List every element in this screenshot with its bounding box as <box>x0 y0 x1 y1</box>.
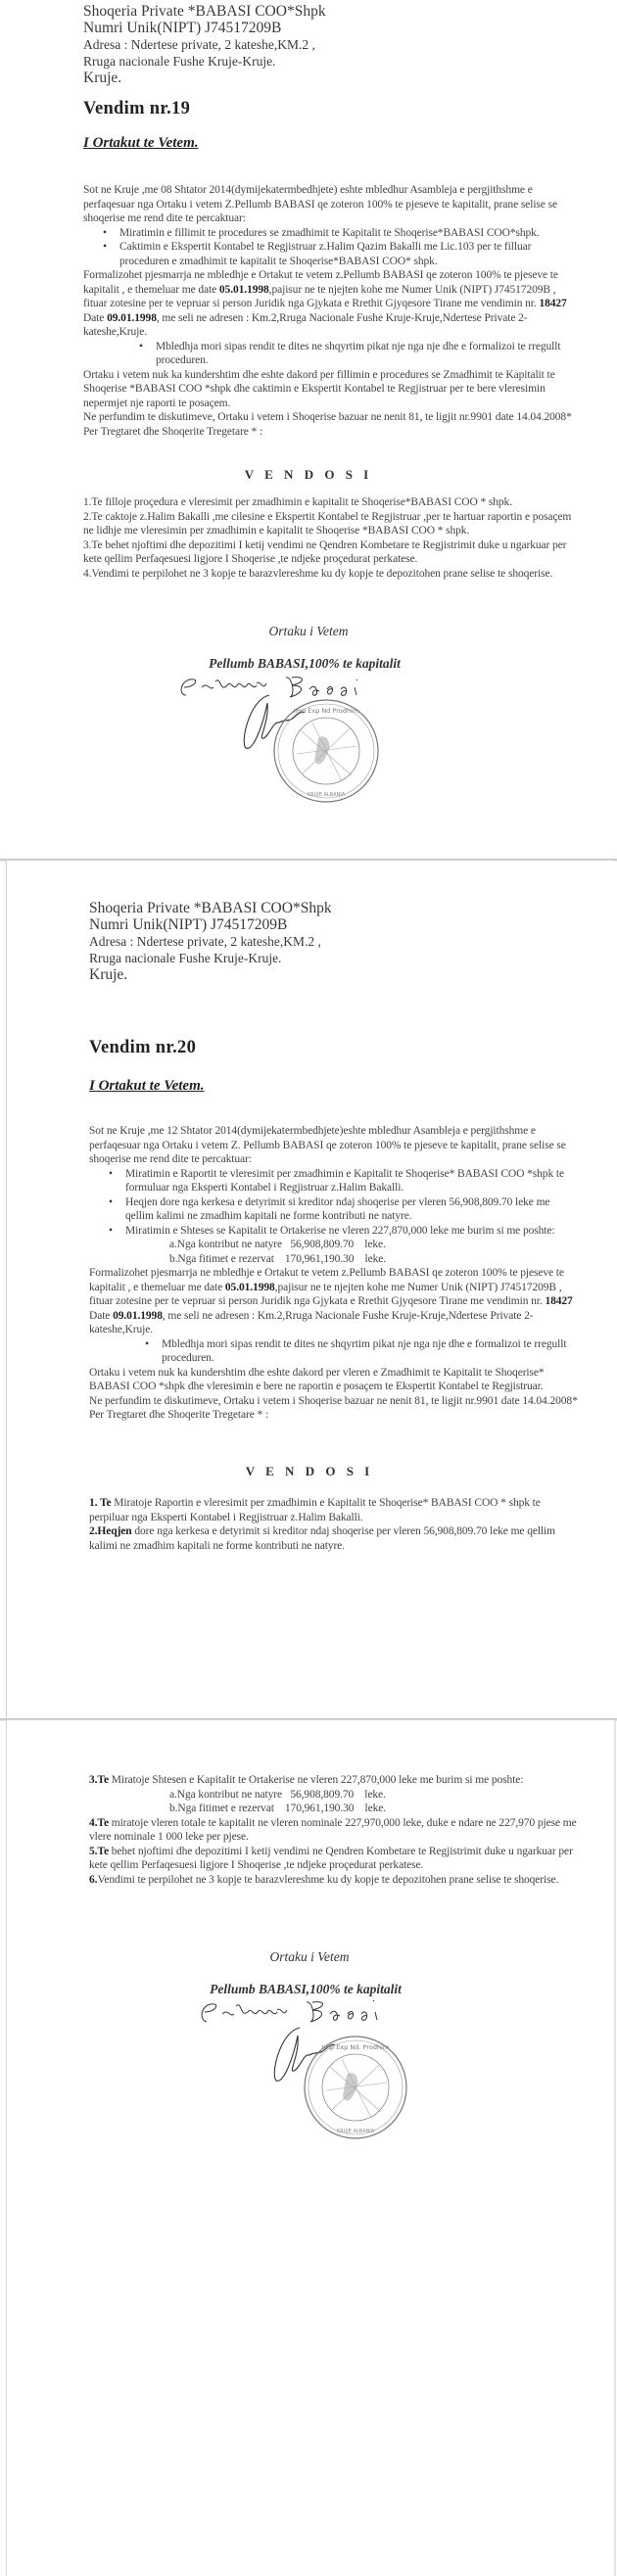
agenda-item: • Caktimin e Ekspertit Kontabel te Regjistruar z.Halim Qazim Bakalli me Lic.103 per te filluar proceduren e zmadhimit te kapitalit te Shoqerise*BABASI COO* shpk. <box>83 240 573 268</box>
company-header <box>89 900 332 984</box>
decisions-list <box>83 495 573 581</box>
signatory-title: Ortaku i Vetem <box>268 624 349 638</box>
decided-heading: V E N D O S I <box>245 1464 374 1478</box>
decision-text: behet njoftimi dhe depozitimi I ketij vendimi ne Qendren Kombetare te Regjistrimit duke u ngarkuar per kete qellim Perfaqesuesi ligjore I Shoqerise ,te ndjeke proçedurat perkatese. <box>89 1845 573 1871</box>
decision-text: miratoje vleren totale te kapitalit ne vleren nominale 227,970,000 leke, duke e ndare ne 227,970 pjese me vlere nominale 1 000 leke per pjese. <box>89 1816 577 1843</box>
decision-item <box>89 1524 579 1553</box>
founding-date: 05.01.1998 <box>224 1281 275 1293</box>
company-nipt: Numri Unik(NIPT) J74517209B <box>89 916 288 933</box>
company-address-line1: Adresa : Ndertese private, 2 kateshe,KM.2 , <box>89 934 321 949</box>
page-1 <box>0 0 617 859</box>
meeting-item: • Mbledhja mori sipas rendit te dites ne shqyrtim pikat nje nga nje dhe e formalizoi te rregullt proceduren. <box>83 340 573 368</box>
agreement-paragraph: Ortaku i vetem nuk ka kundershtim dhe eshte dakord per vleren e Zmadhimit te Kapitalit te Shoqerise* BABASI COO *shpk dhe vleresimin e bere ne raportin e posaçem te Ekspertit Kontabel te Regjistruar. <box>89 1366 545 1392</box>
svg-text:Imp Exp Nd. Prodhim: Imp Exp Nd. Prodhim <box>321 2043 390 2051</box>
page-3 <box>6 1720 616 2576</box>
court-decision-number: 18427 <box>539 298 567 309</box>
capital-source-a: a.Nga kontribut ne natyre 56,908,809.70 leke. <box>169 1788 386 1801</box>
intro-paragraph: Sot ne Kruje ,me 08 Shtator 2014(dymijekatermbedhjete) eshte mbledhur Asambleja e pergjithshme e perfaqesuar nga Ortaku i vetem Z.Pellumb BABASI qe zoteron 100% te pjeseve te kapitalit, prane selise se shoqerise me rend dite te percaktuar: <box>83 184 557 224</box>
decisions-list-continued <box>89 1773 579 1887</box>
company-stamp <box>273 699 379 803</box>
decision-body <box>83 183 573 439</box>
decided-heading: V E N D O S I <box>244 467 373 482</box>
meeting-list <box>89 1337 579 1366</box>
decision-lead: 1. Te <box>89 1497 112 1509</box>
agenda-list <box>89 1167 579 1239</box>
court-decision-date: 09.01.1998 <box>113 1309 163 1322</box>
capital-source-b: b.Nga fitimet e rezervat 170,961,190.30 leke. <box>169 1252 386 1265</box>
decision-item: 3.Te behet njoftimi dhe depozitimi I ketij vendimi ne Qendren Kombetare te Regjistrimit duke u ngarkuar per kete qellim Perfaqesuesi ligjore I Shoqerise ,te ndjeke proçedurat perkatese. <box>83 539 567 565</box>
text: Date <box>89 1309 114 1322</box>
court-decision-number: 18427 <box>545 1295 573 1307</box>
signatory-name: Pellumb BABASI,100% te kapitalit <box>210 1982 402 1996</box>
text: ,pajisur ne te njejten kohe me Numer Unik (NIPT) J74517209B , fituar zotesine per te vepruar si person Juridik nga Gjykata e Rrethit Gjyqesore Tirane me vendimin nr. <box>89 1281 562 1307</box>
agreement-paragraph: Ortaku i vetem nuk ka kundershtim dhe eshte dakord per fillimin e procedures se Zmadhimit te Kapitalit te Shoqerise *BABASI COO *shpk dhe caktimin e Ekspertit Kontabel te Regjistruar per te bere vleresimin nepermjet nje raporti te posaçem. <box>83 368 555 409</box>
decision-lead: 3.Te <box>89 1774 109 1786</box>
conclusion-paragraph: Ne perfundim te diskutimeve, Ortaku i vetem i Shoqerise bazuar ne nenit 81, te ligjit nr.9901 date 14.04.2008* Per Tregtaret dhe Shoqerite Tregetare * : <box>89 1394 578 1421</box>
decision-subtitle: I Ortakut te Vetem. <box>83 135 199 151</box>
text: ,pajisur ne te njejten kohe me Numer Unik (NIPT) J74517209B , fituar zotesine per te vepruar si person Juridik nga Gjykata e Rrethit Gjyqesore Tirane me vendimin nr. <box>83 283 556 309</box>
decision-text: dore nga kerkesa e detyrimit si kreditor ndaj shoqerise per vleren 56,908,809.70 leke me qellim kalimi ne zmadhim kapitali ne forme kontributi ne natyre. <box>89 1525 555 1552</box>
decision-title: Vendim nr.20 <box>89 1038 197 1057</box>
capital-source-b: b.Nga fitimet e rezervat 170,961,190.30 leke. <box>169 1803 386 1814</box>
handwritten-signature <box>197 1998 383 2028</box>
decision-subtitle: I Ortakut te Vetem. <box>89 1078 205 1094</box>
agenda-item: • Heqjen dore nga kerkesa e detyrimit si kreditor ndaj shoqerise per vleren 56,908,809.70 leke me qellim kalimi ne zmadhim kapitali ne forme kontributi ne natyre. <box>89 1195 579 1224</box>
court-decision-date: 09.01.1998 <box>107 311 157 324</box>
text: Formalizohet pjesmarrja ne mbledhje e Ortakut te vetem z.Pellumb BABASI qe zoteron 100% te pjeseve te kapitalit , e themeluar me date <box>83 269 558 296</box>
decision-item: 1.Te filloje proçedura e vleresimit per zmadhimin e kapitalit te Shoqerise*BABASI COO * shpk. <box>83 496 512 508</box>
company-address-line1: Adresa : Ndertese private, 2 kateshe,KM.2 , <box>83 37 315 52</box>
decisions-list <box>89 1496 579 1553</box>
signatory-name: Pellumb BABASI,100% te kapitalit <box>209 656 401 671</box>
text: Date <box>83 311 108 324</box>
decision-lead: 4.Te <box>89 1816 109 1829</box>
text: , me seli ne adresen : Km.2,Rruga Nacionale Fushe Kruje-Kruje,Ndertese Private 2-kateshe,Kruje. <box>83 311 528 338</box>
conclusion-paragraph: Ne perfundim te diskutimeve, Ortaku i vetem i Shoqerise bazuar ne nenit 81, te ligjit nr.9901 date 14.04.2008* Per Tregtaret dhe Shoqerite Tregetare * : <box>83 411 572 438</box>
company-city: Kruje. <box>83 70 122 86</box>
formalization-paragraph <box>83 268 573 340</box>
decision-item <box>89 1773 579 1788</box>
company-address-line2: Rruga nacionale Fushe Kruje-Kruje. <box>83 54 276 69</box>
signatory-title: Ortaku i Vetem <box>269 1949 350 1964</box>
decision-lead: 2.Heqjen <box>89 1525 132 1537</box>
meeting-list <box>83 340 573 368</box>
decision-item <box>89 1816 579 1845</box>
text: Formalizohet pjesmarrja ne mbledhje e Ortakut te vetem z.Pellumb BABASI qe zoteron 100% te pjeseve te kapitalit , e themeluar me date <box>89 1267 564 1293</box>
page-2 <box>6 861 614 1718</box>
agenda-item: • Miratimin e Raportit te vleresimit per zmadhimin e Kapitalit te Shoqerise* BABASI COO *shpk te formuluar nga Eksperti Kontabel i Regjistruar z.Halim Bakalli. <box>89 1167 579 1195</box>
company-name: Shoqeria Private *BABASI COO*Shpk <box>83 3 326 20</box>
company-address-line2: Rruga nacionale Fushe Kruje-Kruje. <box>89 951 282 965</box>
founding-date: 05.01.1998 <box>218 283 269 296</box>
intro-paragraph: Sot ne Kruje ,me 12 Shtator 2014(dymijekatermbedhjete)eshte mbledhur Asambleja e pergjithshme e perfaqesuar nga Ortaku i vetem Z. Pellumb BABASI qe zoteron 100% te pjeseve te kapitalit, prane selise se shoqerise me rend dite te percaktuar: <box>89 1125 566 1165</box>
decision-text: Miratoje Shtesen e Kapitalit te Ortakerise ne vleren 227,870,000 leke me burim si me poshte: <box>108 1774 524 1786</box>
agenda-list <box>83 226 573 269</box>
svg-text:KRUJE ALBANIA: KRUJE ALBANIA <box>336 2129 375 2134</box>
text: , me seli ne adresen : Km.2,Rruga Nacionale Fushe Kruje-Kruje,Ndertese Private 2-kateshe,Kruje. <box>89 1309 534 1335</box>
svg-text:Imp Exp Nd Prodhim: Imp Exp Nd Prodhim <box>293 707 359 715</box>
company-stamp <box>304 2036 407 2139</box>
agenda-item: • Miratimin e Shteses se Kapitalit te Ortakerise ne vleren 227,870,000 leke me burim si me poshte: <box>89 1224 579 1239</box>
company-city: Kruje. <box>89 966 128 983</box>
decision-item <box>89 1873 579 1888</box>
decision-lead: 5.Te <box>89 1845 109 1857</box>
decision-text: Miratoje Raportin e vleresimit per zmadhimin e Kapitalit te Shoqerise* BABASI COO * shpk te perpiluar nga Eksperti Kontabel i Regjistruar z.Halim Bakalli. <box>89 1497 541 1523</box>
formalization-paragraph <box>89 1266 579 1337</box>
decision-text: Vendimi te perpilohet ne 3 kopje te barazvlereshme ku dy kopje te depozitohen prane selise te shoqerise. <box>97 1873 559 1886</box>
company-name: Shoqeria Private *BABASI COO*Shpk <box>89 900 332 916</box>
decision-lead: 6. <box>89 1873 98 1886</box>
decision-item: 2.Te caktoje z.Halim Bakalli ,me cilesine e Ekspertit Kontabel te Regjistruar ,per te hartuar raportin e posaçem ne lidhje me vleresimin per zmadhimin e kapitalit te Shoqerise *BABASI COO * shpk. <box>83 510 572 537</box>
meeting-item: • Mbledhja mori sipas rendit te dites ne shqyrtim pikat nje nga nje dhe e formalizoi te rregullt proceduren. <box>89 1337 579 1366</box>
decision-item <box>89 1845 579 1873</box>
company-header <box>83 3 326 87</box>
capital-source-a: a.Nga kontribut ne natyre 56,908,809.70 leke. <box>169 1239 386 1250</box>
decision-item <box>89 1496 579 1524</box>
decision-body <box>89 1124 579 1423</box>
agenda-item: • Miratimin e fillimit te procedures se zmadhimit te Kapitalit te Shoqerise*BABASI COO*shpk. <box>83 226 573 241</box>
decision-item: 4.Vendimi te perpilohet ne 3 kopje te barazvlereshme ku dy kopje te depozitohen prane selise te shoqerise. <box>83 567 553 580</box>
svg-text:KRUJE ALBANIA: KRUJE ALBANIA <box>307 792 346 798</box>
company-nipt: Numri Unik(NIPT) J74517209B <box>83 20 282 36</box>
decision-title: Vendim nr.19 <box>83 99 191 118</box>
